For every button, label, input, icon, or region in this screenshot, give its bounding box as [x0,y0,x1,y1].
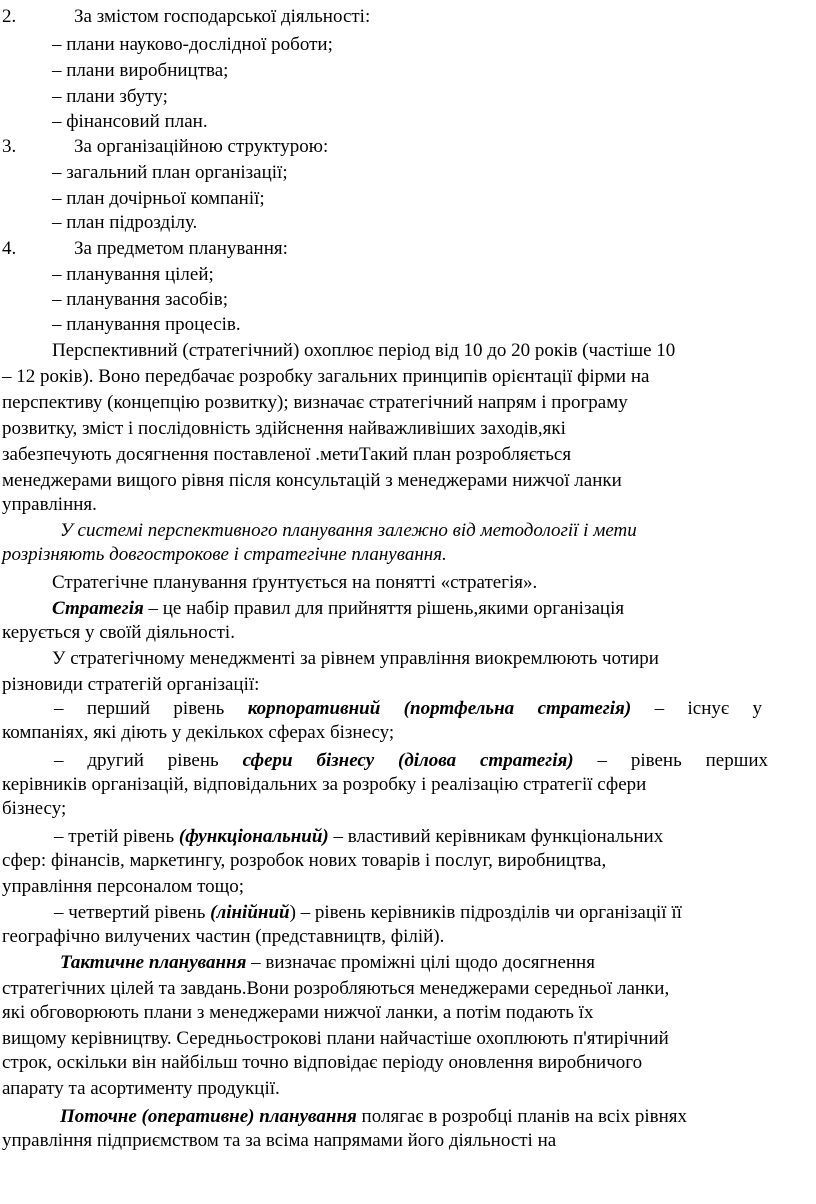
term: корпоративний (портфельна стратегія) [247,698,632,719]
paragraph-line: строк, оскільки він найбільш точно відповідає періоду оновлення виробничого [2,1052,643,1073]
term: Поточне (оперативне) планування [60,1106,357,1127]
list-heading-text: За предметом планування: [74,238,288,259]
paragraph-line: які обговорюють плани з менеджерами нижчої ланки, а потім подають їх [2,1002,594,1023]
list-item: – планування цілей; [52,264,214,285]
paragraph-line: бізнесу; [2,798,67,819]
paragraph-line: компаніях, які діють у декількох сферах бізнесу; [2,722,395,743]
paragraph-line: У стратегічному менеджменті за рівнем управління виокремлюють чотири [52,648,659,669]
text: – четвертий рівень [54,902,211,923]
paragraph-line [60,950,595,976]
paragraph-line: апарату та асортименту продукції. [2,1078,280,1099]
list-item: – плани науково-дослідної роботи; [52,34,333,55]
text: – третій рівень [54,826,179,847]
list-item: – загальний план організації; [52,162,288,183]
paragraph-line: перспективу (концепцію розвитку); визначає стратегічний напрям і програму [2,392,628,413]
text: полягає в розробці планів на всіх рівнях [356,1106,687,1127]
list-heading-text: За змістом господарської діяльності: [74,6,371,27]
text: – це набір правил для прийняття рішень,якими організація [143,598,625,619]
list-item: – плани збуту; [52,86,168,107]
paragraph-line: розрізняють довгострокове і стратегічне планування. [2,544,447,565]
text: – перший рівень [54,698,248,719]
list-number: 2. [2,6,17,27]
paragraph-line: У системі перспективного планування залежно від методології і мети [60,520,637,541]
list-item: – план підрозділу. [52,212,198,233]
paragraph-line: керівників організацій, відповідальних за розробку і реалізацію стратегії сфери [2,774,647,795]
paragraph-line: – 12 років). Воно передбачає розробку загальних принципів орієнтації фірми на [2,366,650,387]
list-number: 4. [2,238,17,259]
text: ) – рівень керівників підрозділів чи організації її [289,902,682,923]
paragraph-line: розвитку, зміст і послідовність здійснення найважливіших заходів,які [2,418,566,439]
list-item: – планування засобів; [52,289,229,310]
paragraph-line: різновиди стратегій організації: [2,674,260,695]
paragraph-line: географічно вилучених частин (представництв, філій). [2,926,445,947]
paragraph-line: сфер: фінансів, маркетингу, розробок нових товарів і послуг, виробництва, [2,850,607,871]
term: Стратегія [52,598,144,619]
text: – властивий керівникам функціональних [328,826,664,847]
text: – існує у [631,698,762,719]
paragraph-line: вищому керівництву. Середньострокові плани найчастіше охоплюють п'ятирічний [2,1028,669,1049]
term: сфери бізнесу (ділова стратегія) [242,750,574,771]
text: – другий рівень [54,750,243,771]
list-heading-text: За організаційною структурою: [74,136,329,157]
paragraph-line [54,824,663,850]
list-item: – плани виробництва; [52,60,229,81]
term: Тактичне планування [60,952,247,973]
paragraph-line: забезпечують досягнення поставленої .метиТакий план розробляється [2,444,572,465]
term: (лінійний [210,902,290,923]
paragraph-line: управління. [2,494,97,515]
paragraph-line [60,1104,687,1130]
list-item: – план дочірньої компанії; [52,188,265,209]
paragraph-line: керується у своїй діяльності. [2,622,235,643]
paragraph-line: стратегічних цілей та завдань.Вони розробляються менеджерами середньої ланки, [2,978,670,999]
paragraph-line [54,748,768,774]
paragraph-line: управління персоналом тощо; [2,876,245,897]
list-item: – фінансовий план. [52,111,208,132]
paragraph-line [54,900,682,926]
text: – рівень перших [573,750,768,771]
term: (функціональний) [178,826,329,847]
paragraph-line: управління підприємством та за всіма напрямами його діяльності на [2,1130,557,1151]
paragraph-line: Стратегічне планування ґрунтується на понятті «стратегія». [52,572,538,593]
list-item: – планування процесів. [52,314,241,335]
paragraph-line: Перспективний (стратегічний) охоплює період від 10 до 20 років (частіше 10 [52,340,676,361]
list-number: 3. [2,136,17,157]
text: – визначає проміжні цілі щодо досягнення [246,952,595,973]
paragraph-line: менеджерами вищого рівня після консультацій з менеджерами нижчої ланки [2,470,622,491]
paragraph-line [54,696,762,722]
paragraph-line [52,596,624,622]
